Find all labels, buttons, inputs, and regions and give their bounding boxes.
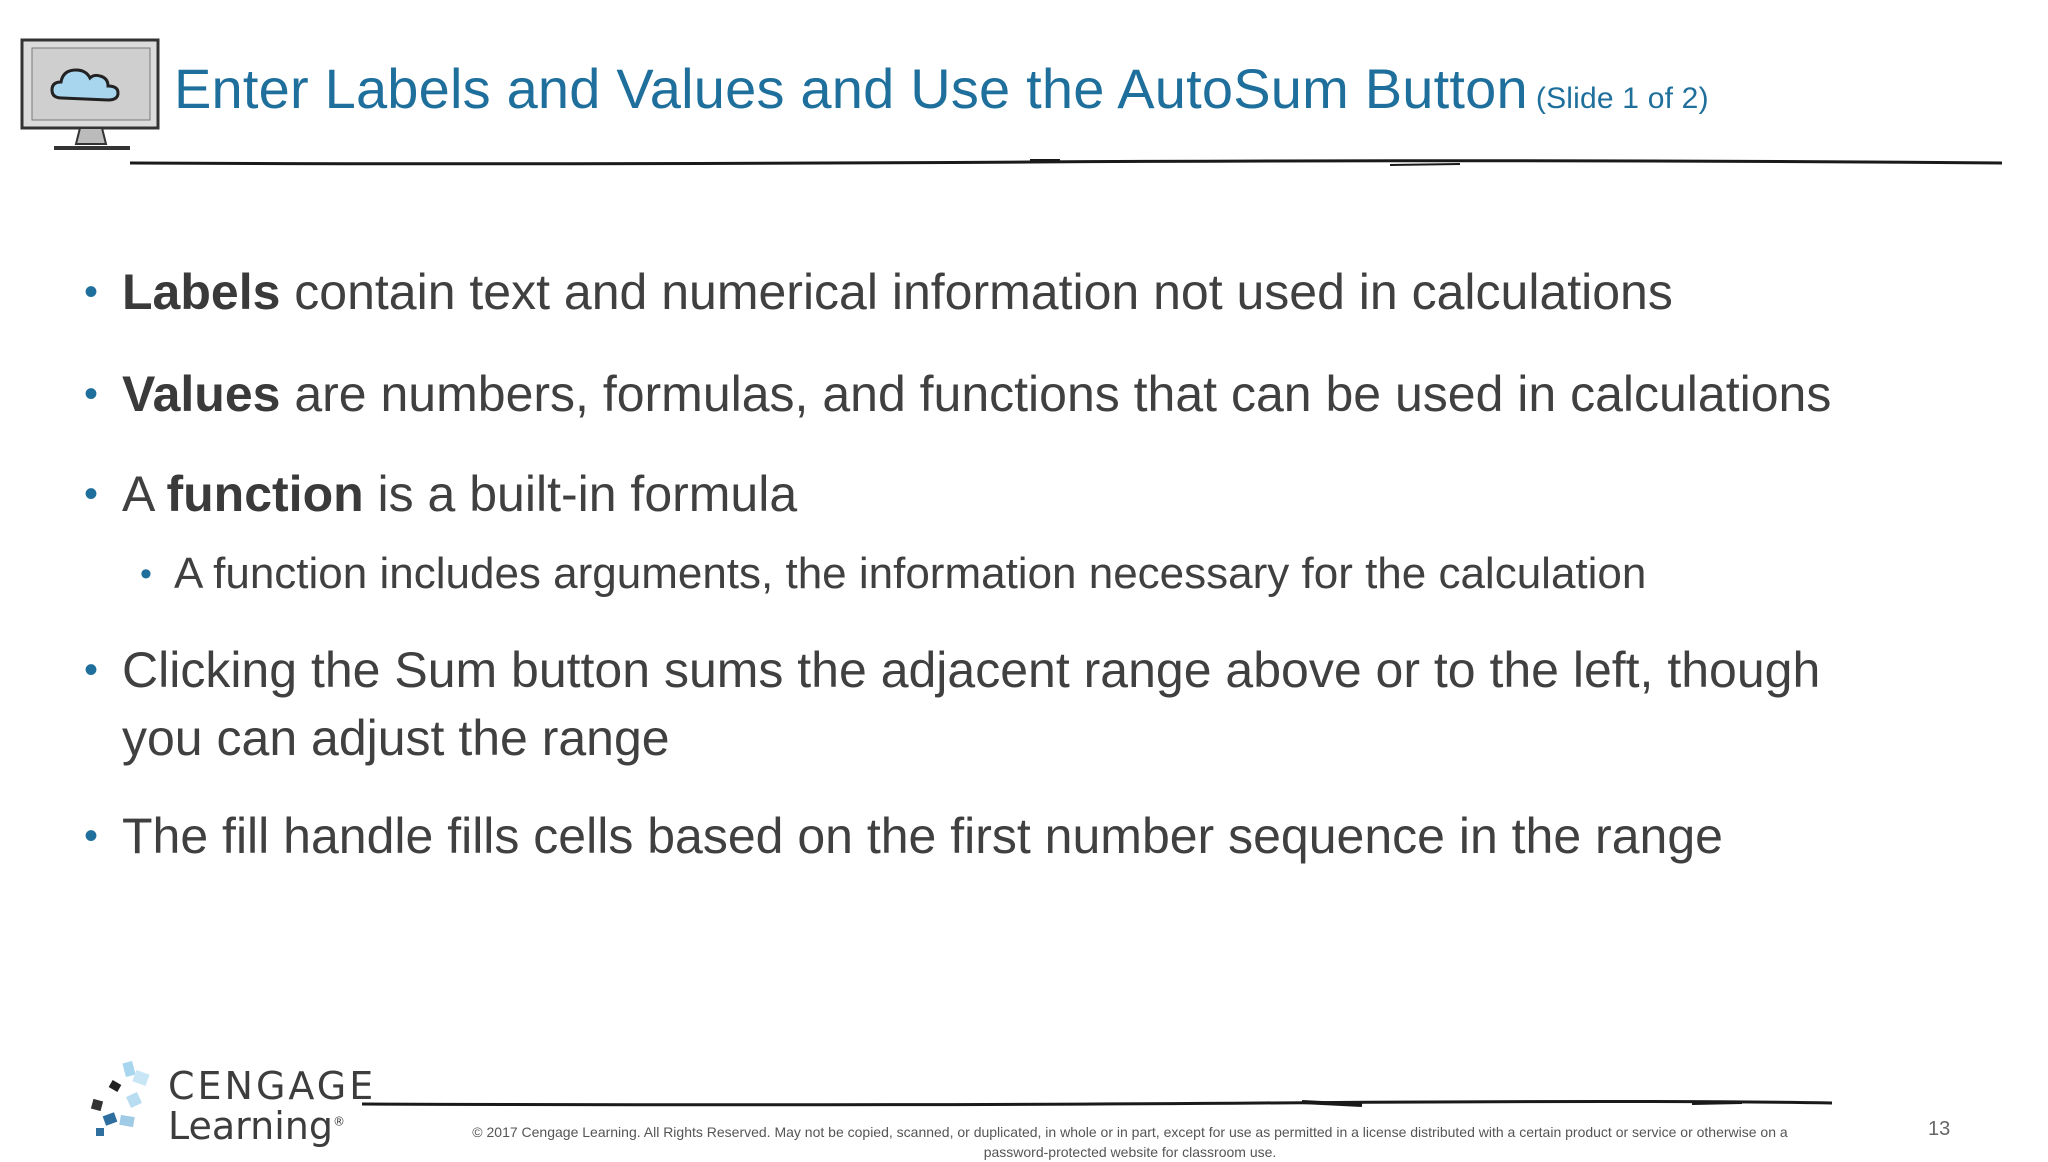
logo-mark-icon [84, 1058, 164, 1148]
bullet-dot: • [84, 648, 99, 692]
footer-divider [362, 1098, 1832, 1110]
bullet-text: is a built-in formula [363, 466, 798, 522]
title-divider [130, 156, 2002, 170]
copyright-notice [380, 1122, 1880, 1162]
bullet-text-line2: you can adjust the range [122, 710, 670, 766]
bullet-bold-term: Labels [122, 264, 281, 320]
copyright-line2: password-protected website for classroom use. [983, 1144, 1277, 1160]
logo-text-learning-word: Learning [168, 1104, 333, 1148]
page-number: 13 [1928, 1118, 1951, 1140]
bullet-dot: • [140, 555, 152, 593]
sub-bullet-arguments [140, 544, 2034, 604]
slide-title [174, 56, 1709, 121]
bullet-fill-handle [84, 802, 1982, 870]
monitor-cloud-icon [18, 36, 166, 158]
bullet-text: A function includes arguments, the information necessary for the calculation [174, 549, 1647, 598]
registered-mark: ® [332, 1114, 345, 1129]
bullet-text: are numbers, formulas, and functions that can be used in calculations [280, 366, 1832, 422]
bullet-dot: • [84, 472, 99, 516]
bullet-prefix: A [122, 466, 167, 522]
bullet-sum-button [84, 636, 1982, 772]
bullet-function [84, 460, 1982, 528]
bullet-dot: • [84, 814, 99, 858]
slide-title-text: Enter Labels and Values and Use the AutoSum Button [174, 57, 1528, 120]
bullet-bold-term: Values [122, 366, 281, 422]
bullet-dot: • [84, 270, 99, 314]
bullet-text-line1: Clicking the Sum button sums the adjacent range above or to the left, though [122, 642, 1821, 698]
bullet-labels [84, 258, 1982, 326]
logo-text-learning [168, 1104, 345, 1148]
bullet-text: contain text and numerical information not used in calculations [280, 264, 1673, 320]
logo-text-cengage: CENGAGE [168, 1064, 377, 1108]
cengage-logo [84, 1054, 384, 1154]
bullet-text: The fill handle fills cells based on the first number sequence in the range [122, 808, 1723, 864]
bullet-bold-term: function [166, 466, 364, 522]
copyright-line1: © 2017 Cengage Learning. All Rights Reserved. May not be copied, scanned, or duplicated, in whole or in part, except for use as permitted in a license distributed with a certain product or service or otherwise on a [472, 1124, 1788, 1140]
bullet-dot: • [84, 372, 99, 416]
bullet-values [84, 360, 1982, 428]
slide-subtitle: (Slide 1 of 2) [1535, 82, 1709, 115]
